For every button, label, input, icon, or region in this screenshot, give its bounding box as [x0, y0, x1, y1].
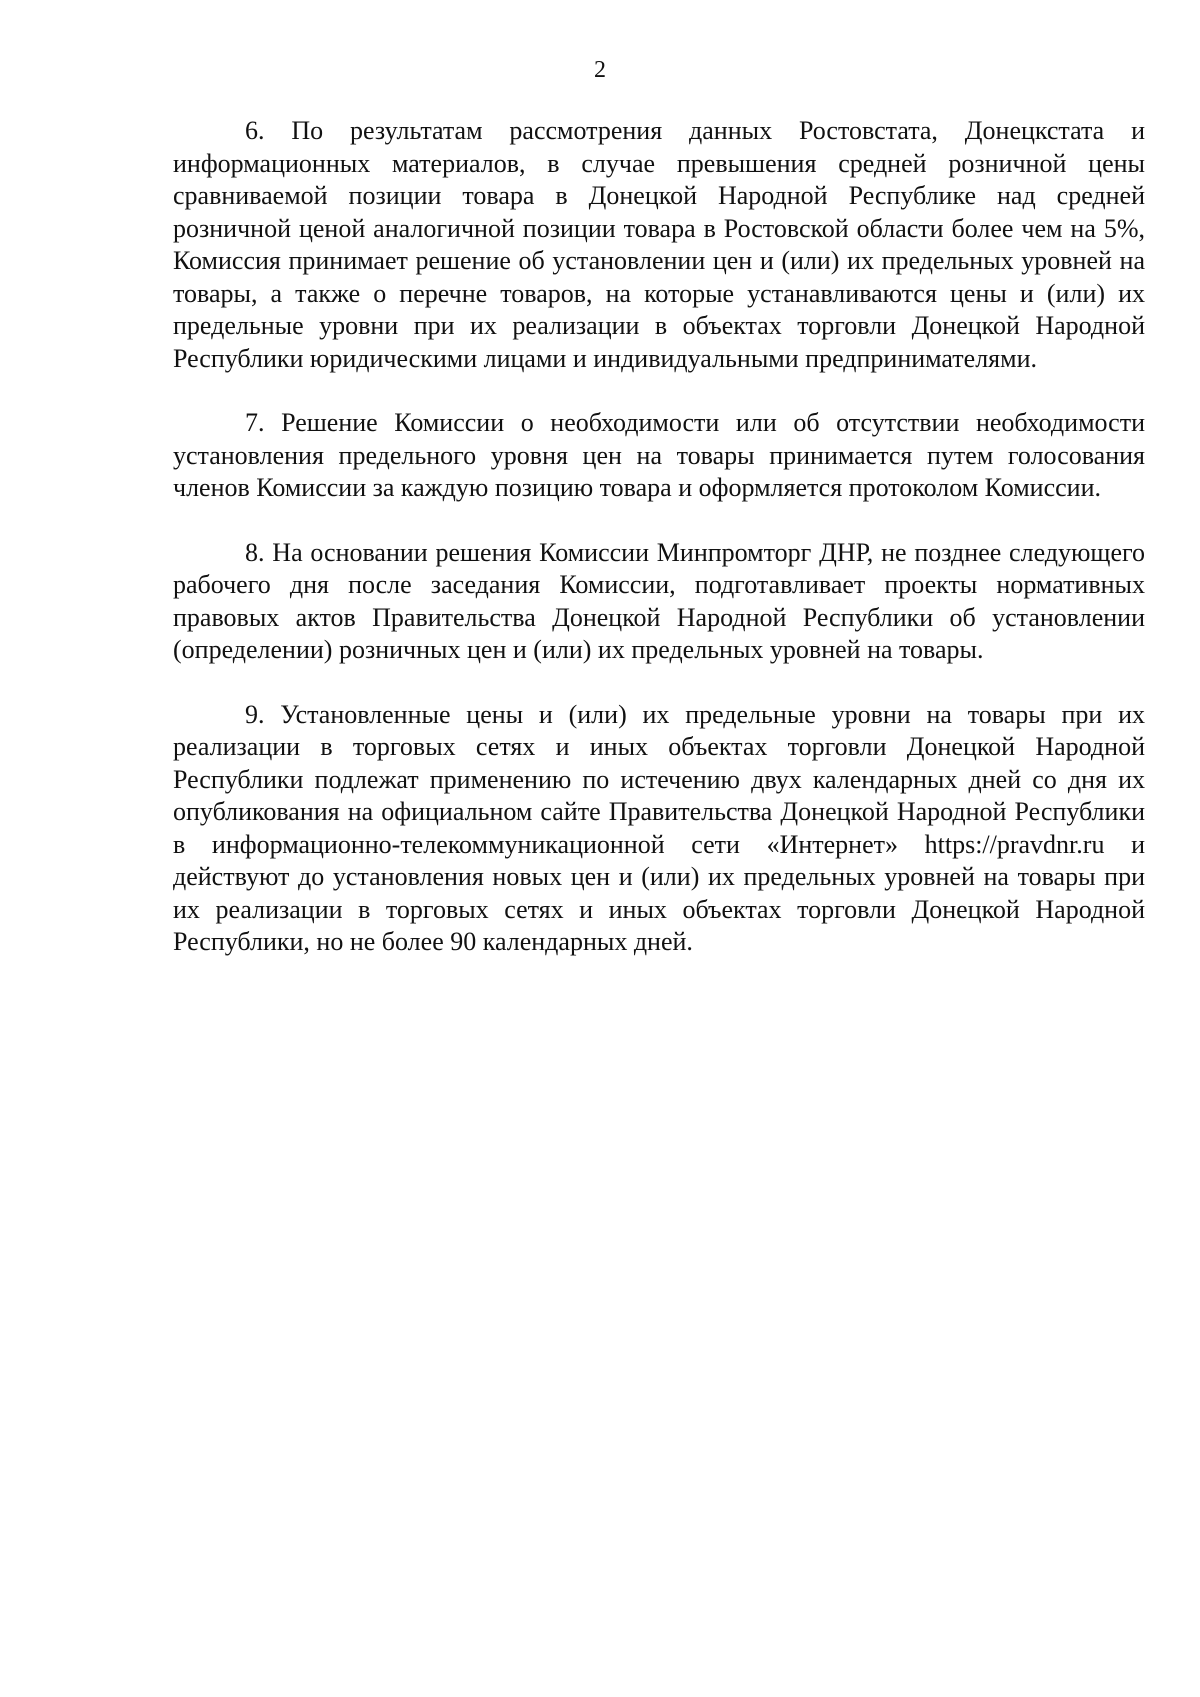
paragraph-8: 8. На основании решения Комиссии Минпромторг ДНР, не позднее следующего рабочего дня после заседания Комиссии, подготавливает проекты нормативных правовых актов Правительства Донецкой Народной Республики об установлении (определении) розничных цен и (или) их предельных уровней на товары.	[173, 537, 1145, 664]
paragraph-9: 9. Установленные цены и (или) их предельные уровни на товары при их реализации в торговых сетях и иных объектах торговли Донецкой Народной Республики подлежат применению по истечению двух календарных дней со дня их опубликования на официальном сайте Правительства Донецкой Народной Республики в информационно-телекоммуникационной сети «Интернет» https://pravdnr.ru и действуют до установления новых цен и (или) их предельных уровней на товары при их реализации в торговых сетях и иных объектах торговли Донецкой Народной Республики, но не более 90 календарных дней.	[173, 699, 1145, 956]
page-number: 2	[594, 57, 606, 83]
document-body	[173, 115, 1145, 959]
paragraph-7: 7. Решение Комиссии о необходимости или об отсутствии необходимости установления предельного уровня цен на товары принимается путем голосования членов Комиссии за каждую позицию товара и оформляется протоколом Комиссии.	[173, 408, 1145, 502]
paragraph-6: 6. По результатам рассмотрения данных Ростовстата, Донецкстата и информационных материалов, в случае превышения средней розничной цены сравниваемой позиции товара в Донецкой Народной Республике над средней розничной ценой аналогичной позиции товара в Ростовской области более чем на 5%, Комиссия принимает решение об установлении цен и (или) их предельных уровней на товары, а также о перечне товаров, на которые устанавливаются цены и (или) их предельные уровни при их реализации в объектах торговли Донецкой Народной Республики юридическими лицами и индивидуальными предпринимателями.	[173, 116, 1145, 373]
